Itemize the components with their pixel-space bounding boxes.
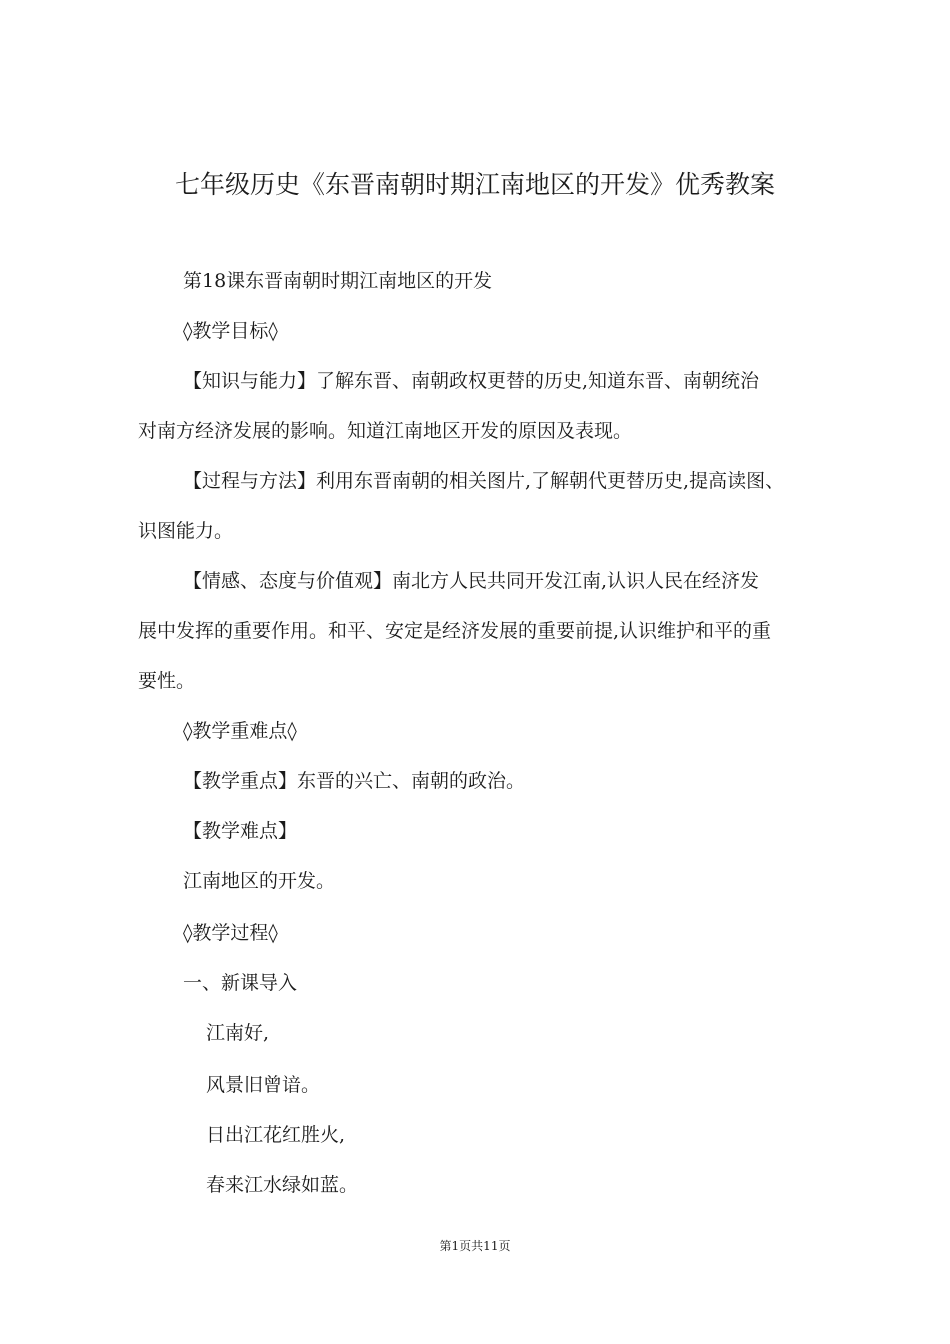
page-footer: 第1页共11页 xyxy=(439,1239,511,1253)
poem-line: 日出江花红胜火, xyxy=(206,1124,346,1146)
objectives-heading: ◊教学目标◊ xyxy=(183,320,278,342)
process-heading: ◊教学过程◊ xyxy=(183,922,278,944)
lesson-heading: 第18课东晋南朝时期江南地区的开发 xyxy=(183,270,493,292)
knowledge-paragraph-line-2: 对南方经济发展的影响。知道江南地区开发的原因及表现。 xyxy=(138,420,633,442)
difficulty-text: 江南地区的开发。 xyxy=(183,870,336,892)
process-paragraph-line-1: 【过程与方法】利用东晋南朝的相关图片,了解朝代更替历史,提高读图、 xyxy=(183,470,785,492)
intro-heading: 一、新课导入 xyxy=(183,972,298,994)
page-title: 七年级历史《东晋南朝时期江南地区的开发》优秀教案 xyxy=(174,170,775,199)
keypoints-heading: ◊教学重难点◊ xyxy=(183,720,297,742)
emotion-paragraph-line-3: 要性。 xyxy=(138,670,196,692)
process-paragraph-line-2: 识图能力。 xyxy=(138,520,234,542)
poem-line: 风景旧曾谙。 xyxy=(206,1074,321,1096)
emotion-paragraph-line-1: 【情感、态度与价值观】南北方人民共同开发江南,认识人民在经济发 xyxy=(183,570,760,592)
emotion-paragraph-line-2: 展中发挥的重要作用。和平、安定是经济发展的重要前提,认识维护和平的重 xyxy=(138,620,772,642)
knowledge-paragraph-line-1: 【知识与能力】了解东晋、南朝政权更替的历史,知道东晋、南朝统治 xyxy=(183,370,760,392)
poem-line: 春来江水绿如蓝。 xyxy=(206,1174,359,1196)
poem-line: 江南好, xyxy=(206,1022,270,1044)
key-point-text: 【教学重点】东晋的兴亡、南朝的政治。 xyxy=(183,770,526,792)
difficulty-heading: 【教学难点】 xyxy=(183,820,298,842)
